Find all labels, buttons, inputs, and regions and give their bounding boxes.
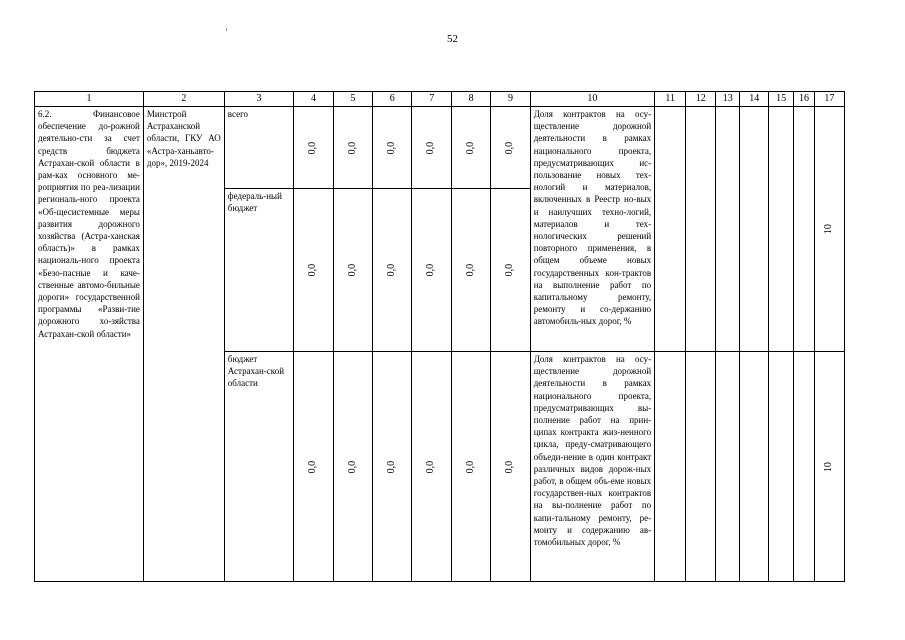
- value-cell: 0,0: [307, 141, 319, 155]
- value-cell: 0,0: [386, 141, 398, 155]
- header-cell: 3: [224, 92, 293, 107]
- header-cell: 6: [373, 92, 412, 107]
- value-cell: 0,0: [425, 141, 437, 155]
- empty-cell: [794, 107, 815, 352]
- measure-cell: 6.2. Финансовое обеспечение до-рожной деятельно-сти за счет средств бюджета Астрахан-ской области в рам-ках основного ме-роприятия по реа-лизации региональ-ного проекта «Об-щесистемные меры развития дорожного хозяйства (Астра-ханская область)» в рамках националь-ного проекта «Безо-пасные и каче-ственные автомо-бильные дороги» государственной программы «Разви-тие дорожного хо-зяйства Астрахан-ской области»: [35, 107, 144, 582]
- target-value: 10: [823, 224, 835, 235]
- header-cell: 11: [655, 92, 686, 107]
- executor-cell: Минстрой Астраханской области, ГКУ АО «Астра-ханьавто-дор», 2019-2024: [143, 107, 224, 582]
- value-cell: 0,0: [464, 264, 476, 277]
- header-cell: 2: [143, 92, 224, 107]
- empty-cell: [655, 352, 686, 582]
- header-cell: 7: [412, 92, 451, 107]
- value-cell: 0,0: [307, 460, 319, 474]
- value-cell: 0,0: [386, 460, 398, 474]
- header-cell: 4: [294, 92, 333, 107]
- header-cell: 10: [530, 92, 654, 107]
- funding-source: федераль-ный бюджет: [224, 189, 293, 352]
- empty-cell: [794, 352, 815, 582]
- header-cell: 15: [769, 92, 794, 107]
- header-cell: 8: [451, 92, 490, 107]
- table-row: [35, 107, 845, 189]
- header-cell: 17: [814, 92, 844, 107]
- indicator-cell: Доля контрактов на осу-ществление дорожной деятельности в рамках национального проекта, предусматривающих ис-пользование новых тех-нологий и материалов, включенных в Реестр но-вых и наилучших техно-логий, материалов и тех-нологических решений повторного применения, в общем объеме новых государственных кон-трактов на выполнение работ по капитальному ремонту, ремонту и со-держанию автомобиль-ных дорог, %: [530, 107, 654, 352]
- target-value: 10: [823, 461, 835, 472]
- value-cell: 0,0: [425, 460, 437, 474]
- empty-cell: [716, 107, 740, 352]
- value-cell: 0,0: [464, 141, 476, 155]
- header-cell: 9: [491, 92, 530, 107]
- empty-cell: [686, 107, 716, 352]
- value-cell: 0,0: [346, 141, 358, 155]
- scan-mark: [226, 28, 227, 31]
- header-cell: 5: [333, 92, 372, 107]
- value-cell: 0,0: [386, 264, 398, 277]
- budget-table: [34, 91, 845, 582]
- value-cell: 0,0: [346, 460, 358, 474]
- empty-cell: [769, 107, 794, 352]
- header-cell: 14: [740, 92, 769, 107]
- empty-cell: [740, 352, 769, 582]
- value-cell: 0,0: [504, 141, 516, 155]
- header-cell: 13: [716, 92, 740, 107]
- empty-cell: [655, 107, 686, 352]
- empty-cell: [716, 352, 740, 582]
- value-cell: 0,0: [504, 460, 516, 474]
- value-cell: 0,0: [504, 264, 516, 277]
- header-row: [35, 92, 845, 107]
- empty-cell: [740, 107, 769, 352]
- value-cell: 0,0: [464, 460, 476, 474]
- header-cell: 12: [686, 92, 716, 107]
- empty-cell: [769, 352, 794, 582]
- empty-cell: [686, 352, 716, 582]
- funding-source: всего: [224, 107, 293, 189]
- value-cell: 0,0: [307, 264, 319, 277]
- indicator-cell: Доля контрактов на осу-ществление дорожной деятельности в рамках национального проекта, предусматривающих вы-полнение работ на прин-ципах контракта жиз-ненного цикла, преду-сматривающего объеди-нение в один контракт различных видов дорож-ных работ, в общем объ-еме новых государствен-ных контрактов на вы-полнение работ по капи-тальному ремонту, ре-монту и содержанию ав-томобильных дорог, %: [530, 352, 654, 582]
- header-cell: 1: [35, 92, 144, 107]
- value-cell: 0,0: [425, 264, 437, 277]
- funding-source: бюджет Астрахан-ской области: [224, 352, 293, 582]
- header-cell: 16: [794, 92, 815, 107]
- page-number: 52: [447, 33, 458, 45]
- value-cell: 0,0: [346, 264, 358, 277]
